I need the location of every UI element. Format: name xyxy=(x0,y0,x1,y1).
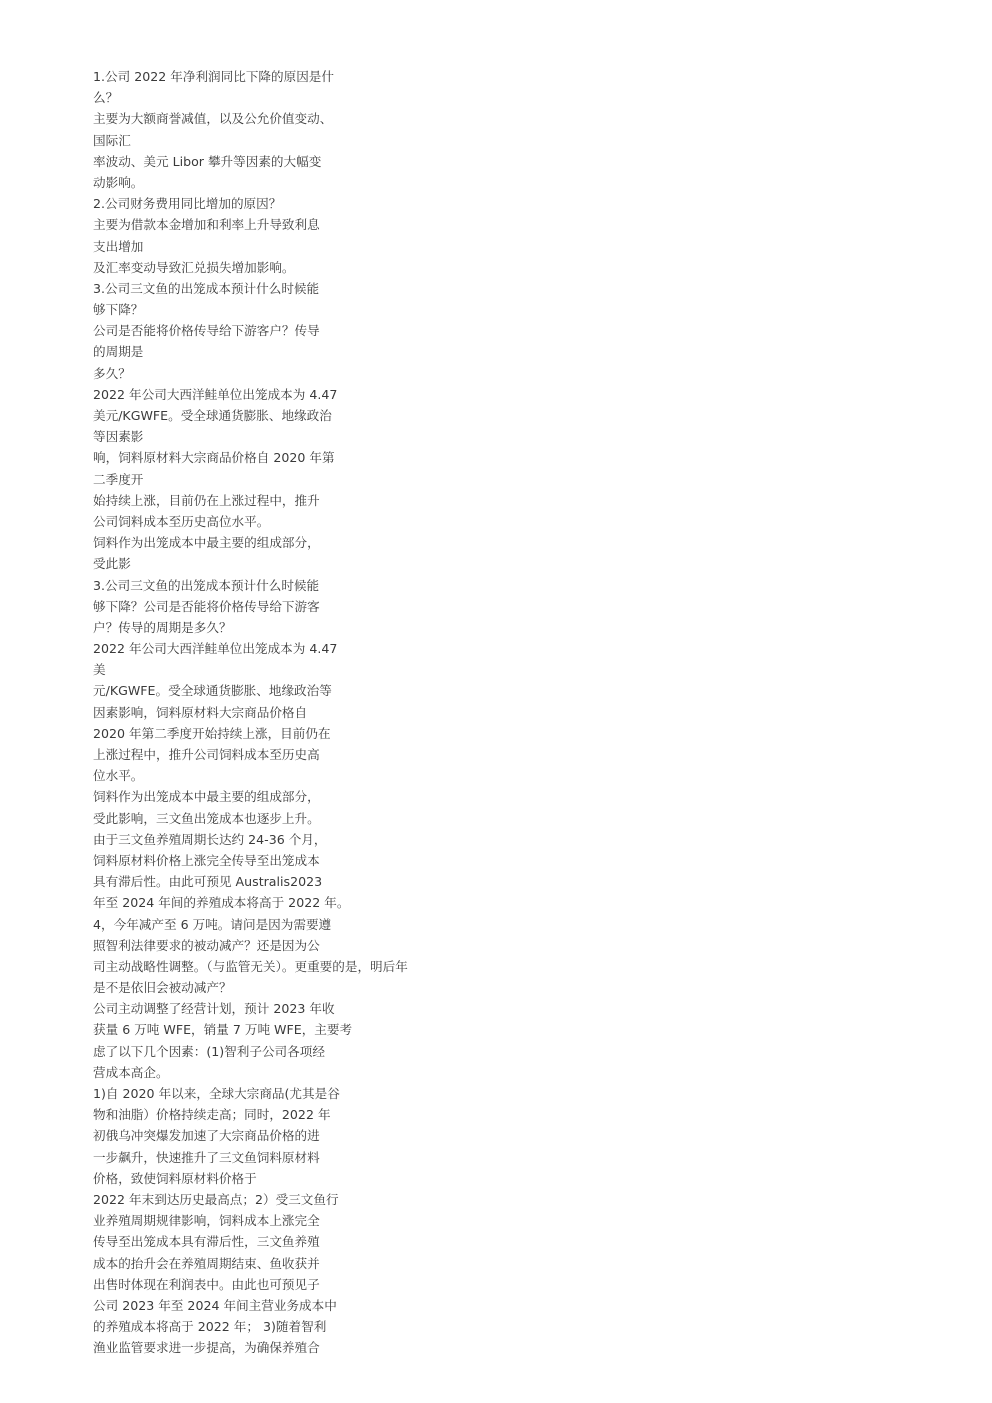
text-line: 美元/KGWFE。受全球通货膨胀、地缘政治 xyxy=(93,408,332,423)
text-line: 始持续上涨，目前仍在上涨过程中，推升 xyxy=(93,492,320,508)
text-line: 二季度开 xyxy=(93,471,144,487)
text-line: 主要为借款本金增加和利率上升导致利息 xyxy=(93,217,320,233)
text-line: 的周期是 xyxy=(93,344,144,360)
text-line: 是不是依旧会被动减产？ xyxy=(93,980,232,996)
text-line: 元/KGWFE。受全球通货膨胀、地缘政治等 xyxy=(93,683,332,699)
text-line: 户？传导的周期是多久？ xyxy=(93,619,232,635)
text-line: 价格，致使饲料原材料价格于 xyxy=(93,1170,257,1186)
text-line: 么？ xyxy=(93,90,119,106)
text-line: 位水平。 xyxy=(93,768,144,784)
text-line: 的养殖成本将高于 2022 年； 3)随着智利 xyxy=(93,1319,327,1335)
text-line: 等因素影 xyxy=(93,429,144,445)
text-line: 具有滞后性。由此可预见 Australis2023 xyxy=(93,874,323,890)
text-line: 多久？ xyxy=(93,365,131,381)
text-line: 照智利法律要求的被动减产？还是因为公 xyxy=(93,937,320,953)
text-line: 公司是否能将价格传导给下游客户？传导 xyxy=(93,323,320,339)
text-line: 传导至出笼成本具有滞后性，三文鱼养殖 xyxy=(93,1234,320,1250)
text-line: 受此影 xyxy=(93,556,131,572)
text-line: 由于三文鱼养殖周期长达约 24-36 个月， xyxy=(93,831,327,847)
document-body-text xyxy=(93,66,453,1358)
text-line: 一步飙升，快速推升了三文鱼饲料原材料 xyxy=(93,1149,320,1165)
text-line: 出售时体现在利润表中。由此也可预见子 xyxy=(93,1276,320,1292)
text-line: 公司主动调整了经营计划，预计 2023 年收 xyxy=(93,1001,335,1017)
text-line: 受此影响，三文鱼出笼成本也逐步上升。 xyxy=(93,810,320,826)
text-line: 渔业监管要求进一步提高，为确保养殖合 xyxy=(93,1340,320,1356)
text-line: 饲料作为出笼成本中最主要的组成部分， xyxy=(93,789,320,805)
text-line: 年至 2024 年间的养殖成本将高于 2022 年。 xyxy=(93,895,350,911)
text-line: 及汇率变动导致汇兑损失增加影响。 xyxy=(93,259,295,275)
text-line: 饲料作为出笼成本中最主要的组成部分， xyxy=(93,535,320,551)
text-line: 物和油脂）价格持续走高；同时，2022 年 xyxy=(93,1107,331,1123)
text-line: 饲料原材料价格上涨完全传导至出笼成本 xyxy=(93,852,320,868)
text-line: 1.公司 2022 年净利润同比下降的原因是什 xyxy=(93,69,334,84)
text-line: 营成本高企。 xyxy=(93,1064,169,1080)
text-line: 率波动、美元 Libor 攀升等因素的大幅变 xyxy=(93,153,322,169)
text-line: 2.公司财务费用同比增加的原因？ xyxy=(93,196,282,212)
text-line: 够下降？公司是否能将价格传导给下游客 xyxy=(93,598,320,614)
text-line: 1)自 2020 年以来，全球大宗商品(尤其是谷 xyxy=(93,1086,340,1101)
text-line: 主要为大额商誉减值，以及公允价值变动、 xyxy=(93,111,333,127)
text-line: 3.公司三文鱼的出笼成本预计什么时候能 xyxy=(93,280,320,296)
text-line: 虑了以下几个因素：(1)智利子公司各项经 xyxy=(93,1043,325,1059)
text-line: 公司 2023 年至 2024 年间主营业务成本中 xyxy=(93,1297,337,1313)
text-line: 够下降？ xyxy=(93,302,144,318)
text-line: 公司饲料成本至历史高位水平。 xyxy=(93,513,270,529)
text-line: 2020 年第二季度开始持续上涨，目前仍在 xyxy=(93,725,331,741)
text-line: 国际汇 xyxy=(93,132,131,148)
text-line: 3.公司三文鱼的出笼成本预计什么时候能 xyxy=(93,577,320,593)
text-line: 成本的抬升会在养殖周期结束、鱼收获并 xyxy=(93,1255,320,1271)
text-line: 响，饲料原材料大宗商品价格自 2020 年第 xyxy=(93,450,335,466)
text-line: 业养殖周期规律影响，饲料成本上涨完全 xyxy=(93,1213,320,1229)
text-line: 2022 年公司大西洋鲑单位出笼成本为 4.47 xyxy=(93,386,338,402)
text-line: 4，今年减产至 6 万吨。请问是因为需要遵 xyxy=(93,916,332,932)
text-line: 因素影响，饲料原材料大宗商品价格自 xyxy=(93,704,308,720)
text-line: 美 xyxy=(93,662,106,678)
text-line: 2022 年公司大西洋鲑单位出笼成本为 4.47 xyxy=(93,641,338,657)
text-line: 动影响。 xyxy=(93,174,144,190)
text-line: 2022 年末到达历史最高点；2）受三文鱼行 xyxy=(93,1191,339,1207)
text-line: 上涨过程中，推升公司饲料成本至历史高 xyxy=(93,747,320,762)
text-line: 初俄乌冲突爆发加速了大宗商品价格的进 xyxy=(93,1128,320,1144)
text-line: 支出增加 xyxy=(93,238,144,254)
text-line: 司主动战略性调整。（与监管无关）。更重要的是，明后年 xyxy=(93,958,408,974)
text-line: 获量 6 万吨 WFE，销量 7 万吨 WFE，主要考 xyxy=(93,1022,353,1038)
